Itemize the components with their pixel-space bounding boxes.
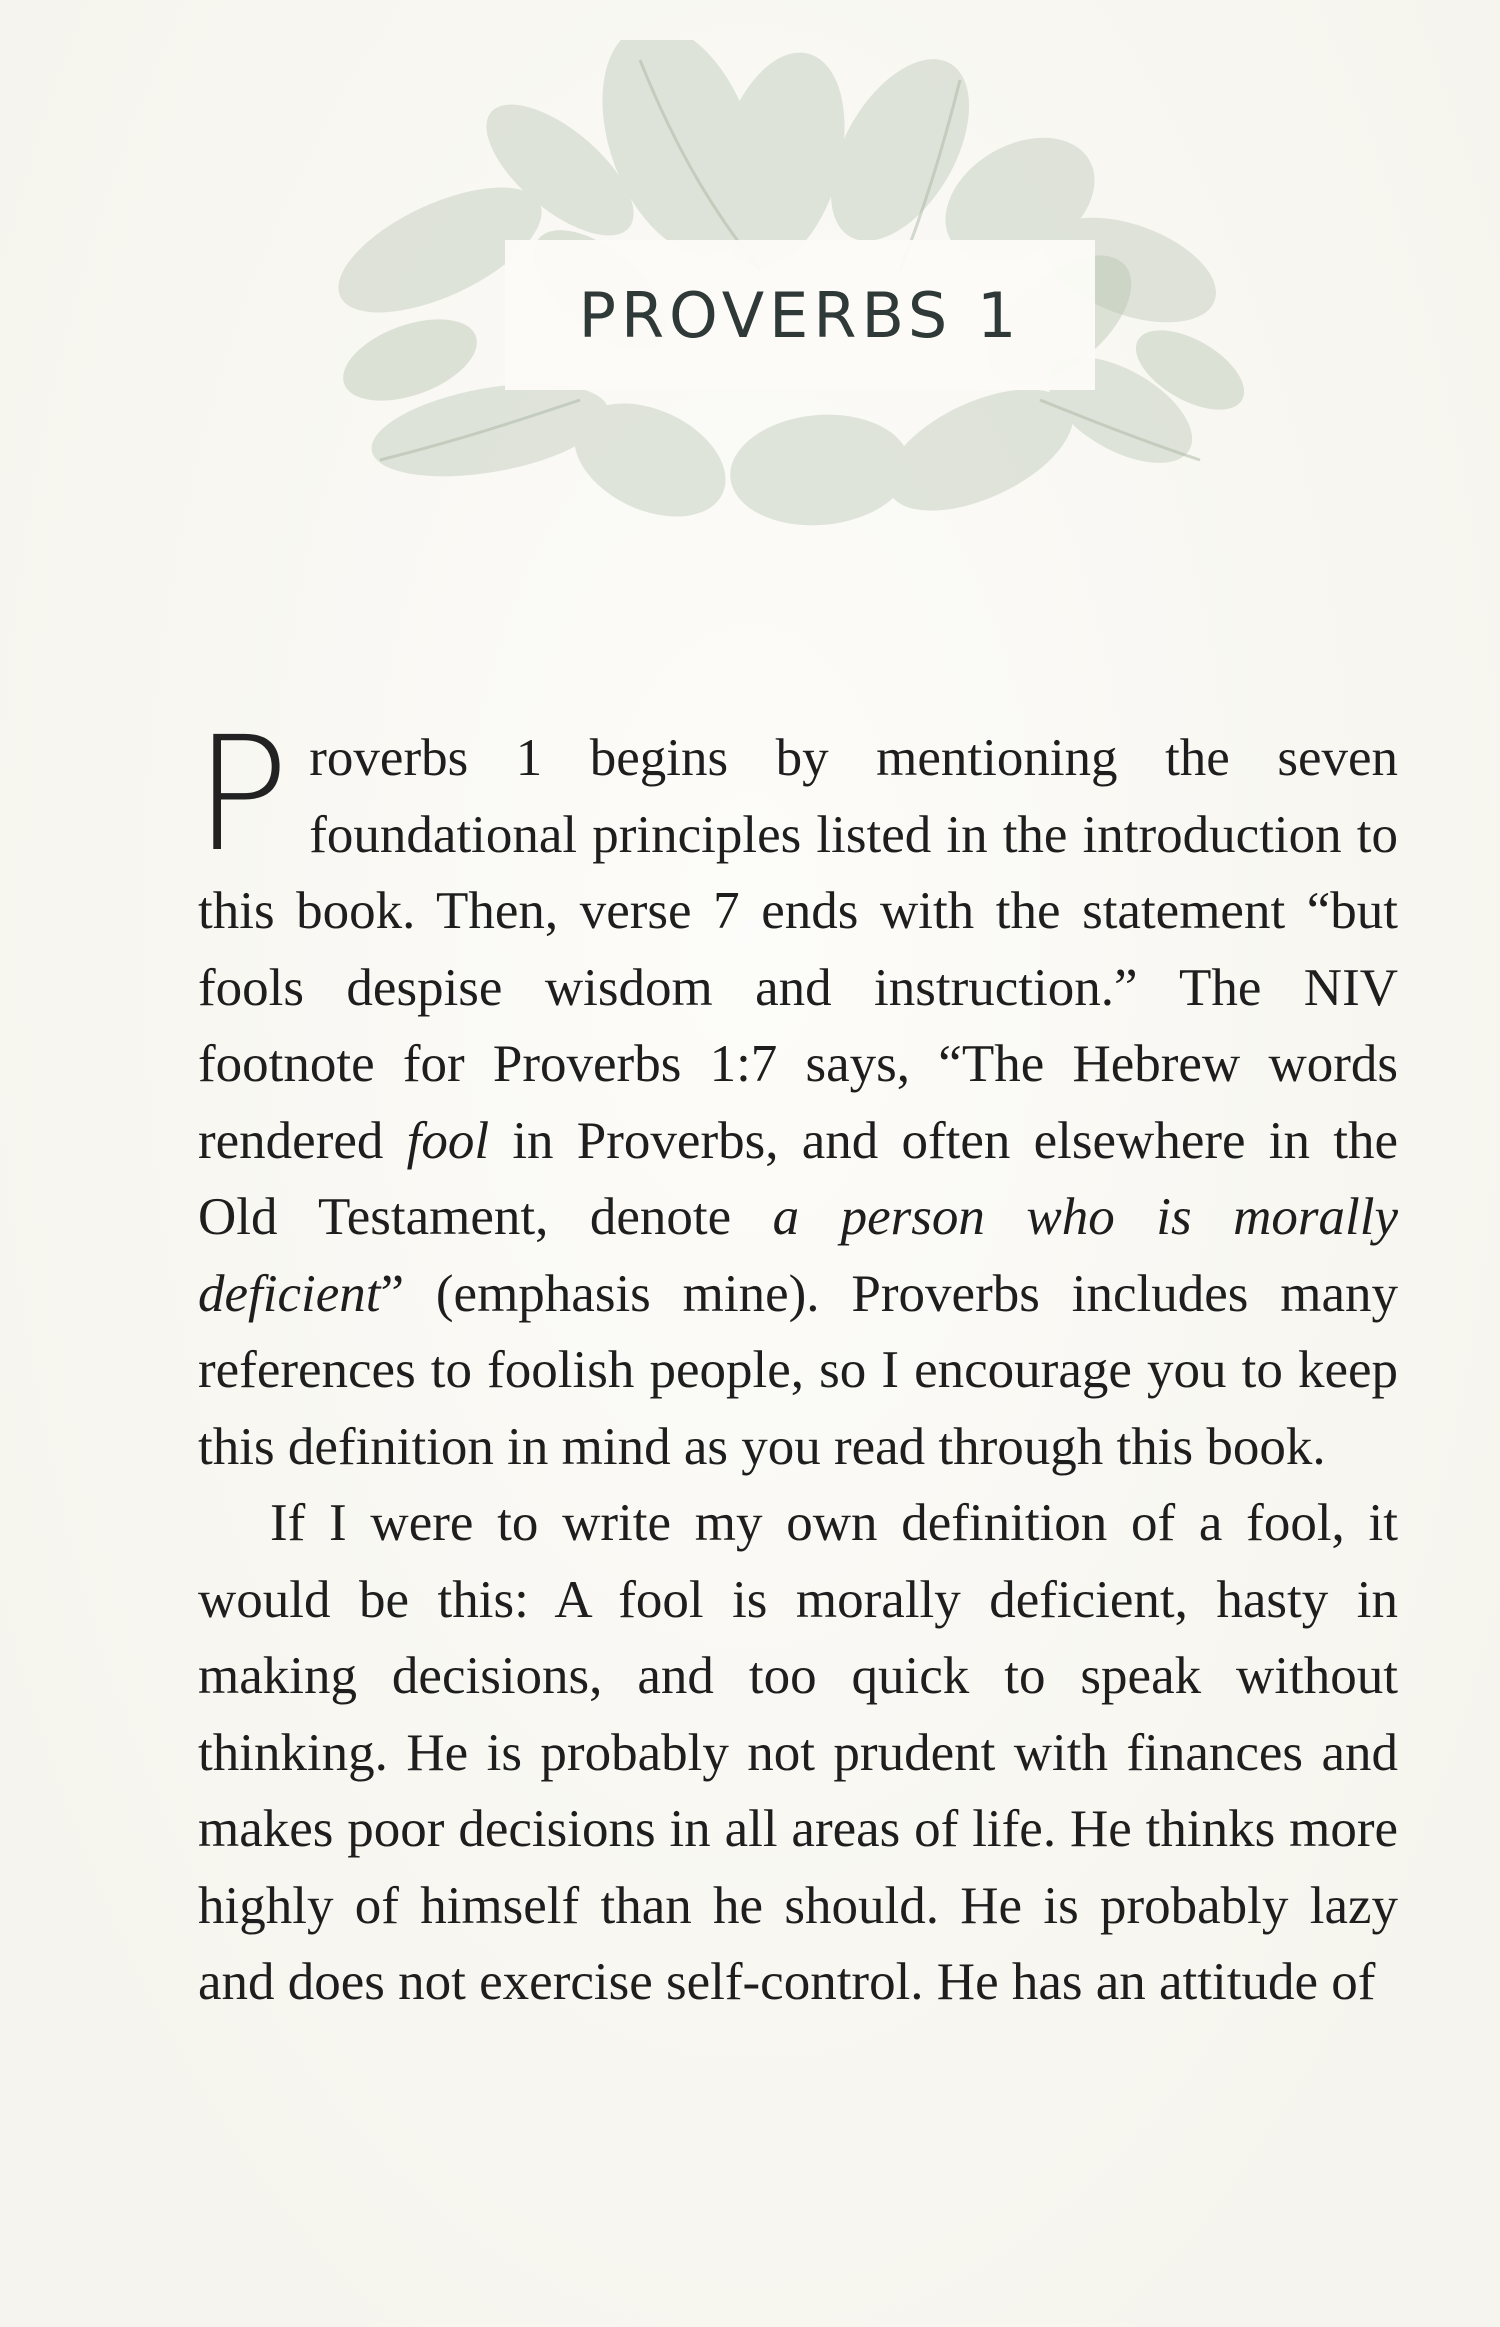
emphasis-fool: fool [406,1111,490,1170]
paragraph-1 [194,703,1398,1485]
paragraph-1-text-c: ” (emphasis mine). Proverbs includes many references to foolish people, so I encourage you to keep this definition in mind as you read through this book. [198,1264,1398,1476]
paragraph-1-text-b: in Proverbs, and often elsewhere in the Old Testament, denote [198,1111,1398,1246]
emphasis-definition: a person who is morally deficient [198,1188,1398,1323]
paragraph-1-text-a: roverbs 1 begins by mentioning the seven foundational principles listed in the introduction to this book. Then, verse 7 ends with the statement “but fools despise wisdom and instruction.” The NIV footnote for Proverbs 1:7 says, “The Hebrew words rendered [198,729,1398,1170]
drop-cap: P [194,703,290,887]
paragraph-2: If I were to write my own definition of a fool, it would be this: A fool is morally deficient, hasty in making decisions, and too quick to speak without thinking. He is probably not prudent with finances and makes poor decisions in all areas of life. He thinks more highly of himself than he should. He is probably lazy and does not exercise self-control. He has an attitude of [198,1494,1398,2011]
body-text [194,703,1398,2021]
chapter-heading-box [505,240,1095,390]
chapter-title: PROVERBS 1 [578,278,1022,352]
